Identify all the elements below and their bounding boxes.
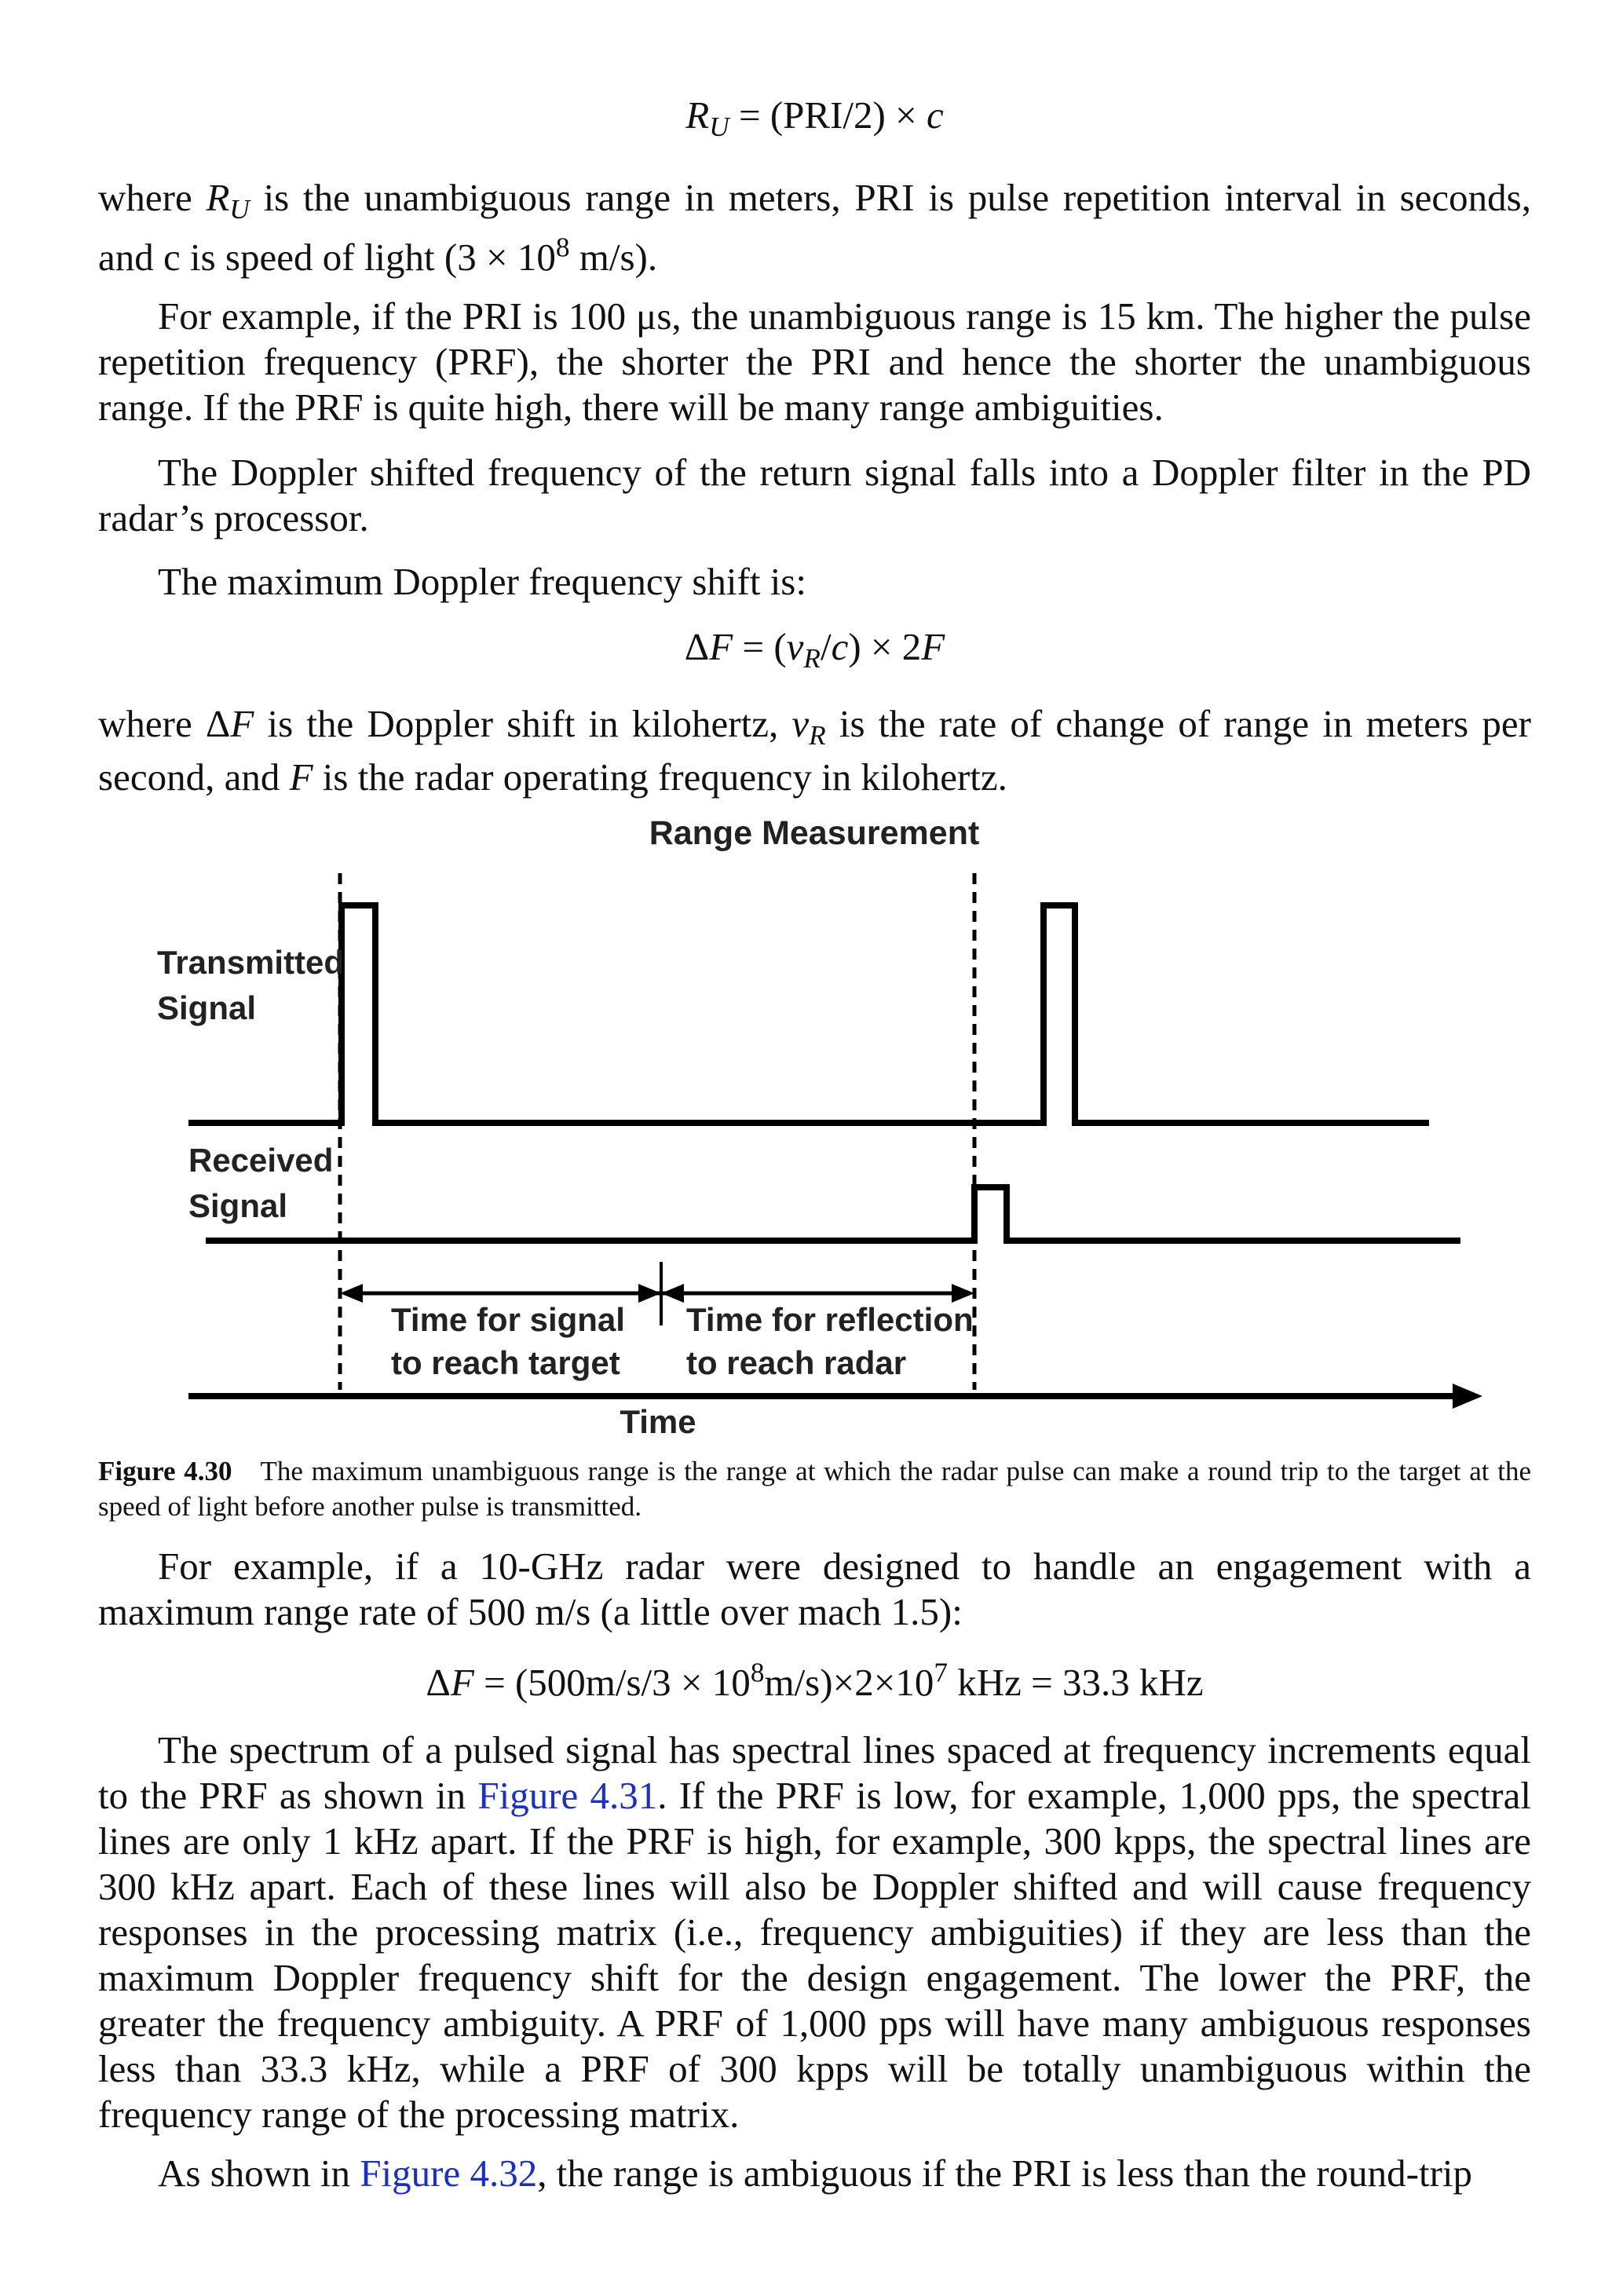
paragraph-ru-definition: where $R_U$ is the unambiguous range in meters, PRI is pulse repetition interval in seconds, and c is speed of light ($3 \times 10^8$ m/s). (98, 176, 1532, 279)
eq-var-r: R (685, 93, 710, 137)
paragraph-doppler-definition: where ΔF is the Doppler shift in kilohertz, $v_R$ is the rate of change of range in meters per second, and F is the radar operating frequency in kilohertz. (98, 702, 1531, 799)
figure-4-31-link[interactable]: Figure 4.31 (477, 1774, 658, 1817)
figure-label: Figure 4.30 (98, 1456, 232, 1486)
time-axis-arrowhead (1453, 1384, 1482, 1409)
received-signal-label: Received Signal (188, 1142, 334, 1224)
figure-4-32-link[interactable]: Figure 4.32 (360, 2152, 538, 2195)
paragraph-pri-example: For example, if the PRI is 100 μs, the unambiguous range is 15 km. The higher the pulse repetition frequency (PRF), the shorter the PRI and hence the shorter the unambiguous range. If the PRF is quite high, there will be many range ambiguities. (98, 294, 1531, 429)
paragraph-10ghz-example: For example, if a 10-GHz radar were designed to handle an engagement with a maximum range rate of 500 m/s (a little over mach 1.5): (98, 1545, 1531, 1633)
time-to-target-label: Time for signal to reach target (391, 1301, 625, 1381)
paragraph-doppler-filter: The Doppler shifted frequency of the return signal falls into a Doppler filter in the PD radar’s processor. (98, 451, 1531, 539)
received-signal-waveform (206, 1187, 1460, 1241)
figure-caption (98, 1453, 1531, 1524)
transmitted-signal-label: Transmitted Signal (157, 944, 345, 1026)
transmitted-signal-waveform (188, 905, 1429, 1123)
eq-var-c: c (926, 93, 944, 137)
paragraph-spectrum: The spectrum of a pulsed signal has spectral lines spaced at frequency increments equal to the PRF as shown in Figure 4.31. If the PRF is low, for example, 1,000 pps, the spectral lines are only 1 kHz apart. If the PRF is high, for example, 300 kpps, the spectral lines are 300 kHz apart. Each of these lines will also be Doppler shifted and will cause frequency responses in the processing matrix (i.e., frequency ambiguities) if they are less than the maximum Doppler frequency shift for the design engagement. The lower the PRF, the greater the frequency ambiguity. A PRF of 1,000 pps will have many ambiguous responses less than 33.3 kHz, while a PRF of 300 kpps will be totally unambiguous within the frequency range of the processing matrix. (98, 1728, 1531, 2136)
arrowhead-mid-left (661, 1284, 684, 1303)
figure-title: Range Measurement (649, 814, 980, 852)
equation-doppler-shift: $\Delta F = (v_R/c) \times 2F$ (684, 625, 945, 674)
caption-text: The maximum unambiguous range is the range at which the radar pulse can make a round trip to the target at the speed of light before another pulse is transmitted. (98, 1456, 1531, 1522)
range-measurement-figure (0, 793, 1623, 1484)
time-to-radar-label: Time for reflection to reach radar (686, 1301, 974, 1381)
arrowhead-left (340, 1284, 363, 1303)
time-axis-label: Time (620, 1403, 696, 1440)
paragraph-range-ambiguous: As shown in Figure 4.32, the range is ambiguous if the PRI is less than the round-trip (158, 2152, 1473, 2195)
equation-unambiguous-range (98, 93, 1531, 142)
eq-sub-u: U (709, 111, 729, 142)
eq-rhs: = (PRI/2) × (729, 93, 927, 137)
paragraph-max-doppler: The maximum Doppler frequency shift is: (158, 560, 806, 603)
arrowhead-mid-right (638, 1284, 661, 1303)
equation-example: $\Delta F = (500m/s/3 \times 10^8m/s)\times 2\times 10^7$ kHz = 33.3 kHz (426, 1657, 1204, 1704)
arrowhead-right (952, 1284, 974, 1303)
